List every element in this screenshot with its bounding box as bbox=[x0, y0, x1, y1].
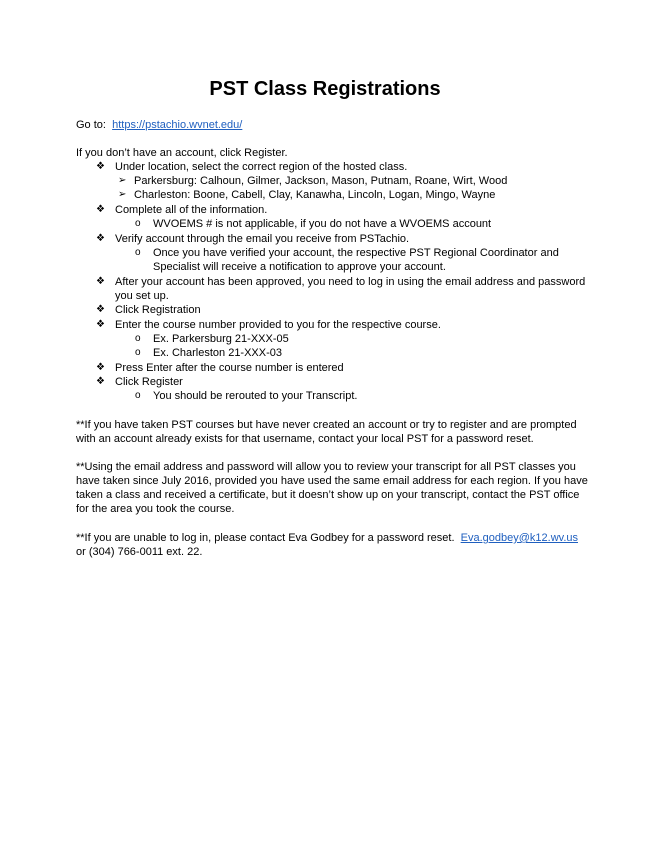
step-8: Click Register bbox=[115, 376, 183, 388]
circle-bullet-icon: o bbox=[135, 347, 141, 358]
intro-text: If you don’t have an account, click Register. bbox=[76, 147, 288, 159]
note-1-line-2: with an account already exists for that username, contact your local PST for a password reset. bbox=[76, 433, 534, 445]
diamond-bullet-icon: ❖ bbox=[96, 362, 105, 373]
step-3: Verify account through the email you receive from PSTachio. bbox=[115, 233, 410, 245]
diamond-bullet-icon: ❖ bbox=[96, 161, 105, 172]
step-6-example-parkersburg: Ex. Parkersburg 21-XXX-05 bbox=[153, 333, 289, 345]
circle-bullet-icon: o bbox=[135, 333, 141, 344]
circle-bullet-icon: o bbox=[135, 390, 141, 401]
diamond-bullet-icon: ❖ bbox=[96, 276, 105, 287]
circle-bullet-icon: o bbox=[135, 218, 141, 229]
step-1-parkersburg: Parkersburg: Calhoun, Gilmer, Jackson, Mason, Putnam, Roane, Wirt, Wood bbox=[134, 175, 508, 187]
step-6: Enter the course number provided to you for the respective course. bbox=[115, 319, 441, 331]
goto-line bbox=[76, 118, 242, 132]
arrow-bullet-icon: ➢ bbox=[118, 189, 127, 200]
step-2-note: WVOEMS # is not applicable, if you do not have a WVOEMS account bbox=[153, 218, 492, 230]
diamond-bullet-icon: ❖ bbox=[96, 319, 105, 330]
step-5: Click Registration bbox=[115, 304, 201, 316]
note-2-line-2: have taken since July 2016, provided you have used the same email address for each region. If you have bbox=[76, 475, 588, 487]
arrow-bullet-icon: ➢ bbox=[118, 175, 127, 186]
diamond-bullet-icon: ❖ bbox=[96, 304, 105, 315]
note-2-line-3: taken a class and received a certificate, but it doesn’t show up on your transcript, contact the PST office bbox=[76, 489, 580, 501]
step-3-note-line-1: Once you have verified your account, the respective PST Regional Coordinator and bbox=[153, 247, 559, 259]
step-8-note: You should be rerouted to your Transcript. bbox=[153, 390, 358, 402]
pstachio-link[interactable]: https://pstachio.wvnet.edu/ bbox=[112, 119, 243, 131]
note-3-text: **If you are unable to log in, please contact Eva Godbey for a password reset. bbox=[76, 532, 455, 544]
email-link[interactable]: Eva.godbey@k12.wv.us bbox=[460, 532, 578, 544]
diamond-bullet-icon: ❖ bbox=[96, 204, 105, 215]
diamond-bullet-icon: ❖ bbox=[96, 376, 105, 387]
step-7: Press Enter after the course number is entered bbox=[115, 362, 344, 374]
note-2-line-4: for the area you took the course. bbox=[76, 503, 235, 515]
step-4-line-2: you set up. bbox=[115, 290, 169, 302]
note-1-line-1: **If you have taken PST courses but have never created an account or try to register and are prompted bbox=[76, 419, 577, 431]
circle-bullet-icon: o bbox=[135, 247, 141, 258]
step-1-charleston: Charleston: Boone, Cabell, Clay, Kanawha, Lincoln, Logan, Mingo, Wayne bbox=[134, 189, 496, 201]
page-title: PST Class Registrations bbox=[209, 78, 441, 100]
step-2: Complete all of the information. bbox=[115, 204, 268, 216]
note-3-line-2: or (304) 766-0011 ext. 22. bbox=[76, 546, 203, 558]
step-3-note-line-2: Specialist will receive a notification to approve your account. bbox=[153, 261, 446, 273]
note-3-line-1 bbox=[76, 531, 578, 545]
step-4-line-1: After your account has been approved, you need to log in using the email address and password bbox=[115, 276, 586, 288]
diamond-bullet-icon: ❖ bbox=[96, 233, 105, 244]
note-2-line-1: **Using the email address and password will allow you to review your transcript for all PST classes you bbox=[76, 461, 576, 473]
goto-label: Go to: bbox=[76, 119, 106, 131]
step-1: Under location, select the correct region of the hosted class. bbox=[115, 161, 408, 173]
step-6-example-charleston: Ex. Charleston 21-XXX-03 bbox=[153, 347, 283, 359]
